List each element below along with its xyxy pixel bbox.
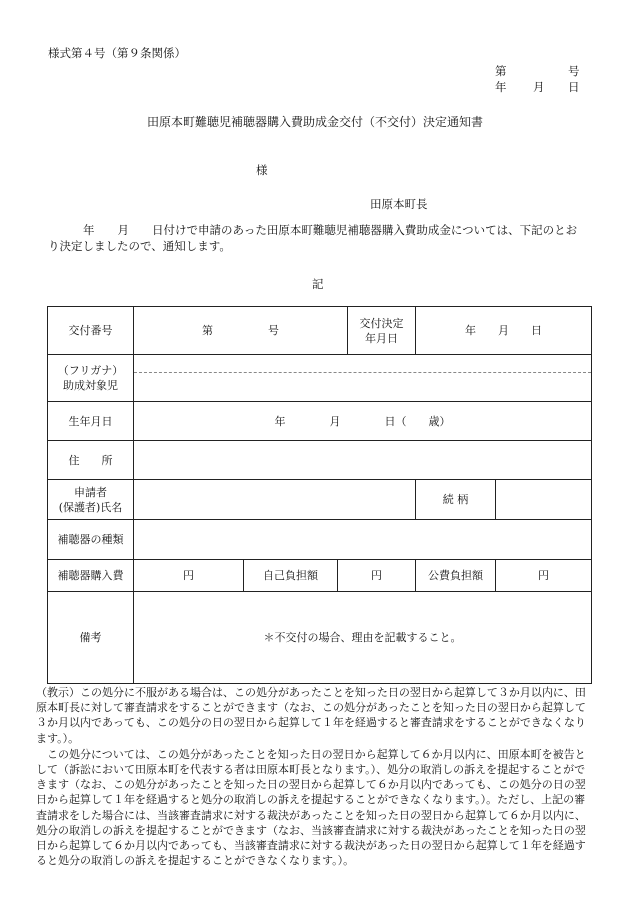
table-row [48,520,592,560]
field-furigana[interactable] [134,355,591,373]
number-dai: 第 [495,64,507,78]
date-tsuki: 月 [533,80,545,94]
label-kofu-bango: 交付番号 [48,307,134,355]
body-text: 年 月 日付けで申請のあった田原本町難聴児補聴器購入費助成金については、下記のとおり決定しましたので、通知します。 [48,223,578,253]
field-zokugara[interactable] [496,480,592,520]
table-row [48,560,592,592]
table-row [48,402,592,441]
field-hochouki-shurui[interactable] [134,520,592,560]
label-zokugara: 続 柄 [416,480,496,520]
decision-table [47,306,592,684]
label-kouhi-futan: 公費負担額 [416,560,496,592]
number-gou: 号 [568,64,580,78]
field-taishoji[interactable] [134,355,592,402]
label-shinseisha [48,480,134,520]
table-row [48,355,592,402]
field-bikou-note[interactable]: ＊不交付の場合、理由を記載すること。 [134,592,592,684]
legal-notice [36,685,596,868]
label-jusho: 住 所 [48,441,134,480]
label-kofu-kettei-2: 年月日 [365,331,398,345]
value-seinengappi: 年 月 日（ 歳） [134,402,592,441]
value-kofu-bango: 第 号 [134,307,348,355]
issuer: 田原本町長 [370,197,428,211]
value-kofu-kettei: 年 月 日 [416,307,592,355]
table-row [48,307,592,355]
table-row [48,592,592,684]
table-row [48,480,592,520]
ki-heading: 記 [312,277,324,291]
form-label: 様式第４号（第９条関係） [48,46,186,60]
value-kouhi-futan-yen: 円 [496,560,592,592]
date-nen: 年 [495,80,507,94]
label-kofu-kettei-1: 交付決定 [359,316,404,330]
notice-paragraph-2: この処分については、この処分があったことを知った日の翌日から起算して６か月以内に、田原本町を被告として（訴訟において田原本町を代表する者は田原本町長となります。）、処分の取消しの訴えを提起することができます（なお、この処分があったことを知った日の翌日から起算して６か月以内であっても、この処分の日の翌日から起算して１年を経過すると処分の取消しの訴えを提起することができなくなります。）。ただし、上記の審査請求をした場合には、当該審査請求に対する裁決があったことを知った日の翌日から起算して６か月以内に、処分の取消しの訴えを提起することができます（なお、当該審査請求に対する裁決があったことを知った日の翌日から起算して６か月以内であっても、当該審査請求に対する裁決があった日の翌日から起算して１年を経過すると処分の取消しの訴えを提起することができなくなります。）。 [36,747,586,868]
value-kounyuhi-yen: 円 [134,560,244,592]
label-taishoji-name: 助成対象児 [63,379,118,392]
label-seinengappi: 生年月日 [48,402,134,441]
table-row [48,441,592,480]
date-hi: 日 [568,80,580,94]
value-jiko-futan-yen: 円 [338,560,416,592]
label-shinseisha-1: 申請者 [74,485,107,499]
label-bikou: 備考 [48,592,134,684]
notice-paragraph-1: （教示）この処分に不服がある場合は、この処分があったことを知った日の翌日から起算して３か月以内に、田原本町長に対して審査請求をすることができます（なお、この処分があったことを知った日の翌日から起算して３か月以内であっても、この処分の日の翌日から起算して１年を経過すると審査請求をすることができなくなります。）。 [36,686,586,745]
document-title: 田原本町難聴児補聴器購入費助成金交付（不交付）決定通知書 [146,115,483,129]
field-shinseisha[interactable] [134,480,416,520]
label-kounyuhi: 補聴器購入費 [48,560,134,592]
label-taishoji [48,355,134,402]
field-jusho[interactable] [134,441,592,480]
label-jiko-futan: 自己負担額 [244,560,338,592]
label-kofu-kettei [348,307,416,355]
label-shinseisha-2: (保護者)氏名 [58,500,123,514]
addressee-suffix: 様 [256,163,268,177]
label-furigana: （フリガナ） [57,364,124,377]
label-hochouki-shurui: 補聴器の種類 [48,520,134,560]
